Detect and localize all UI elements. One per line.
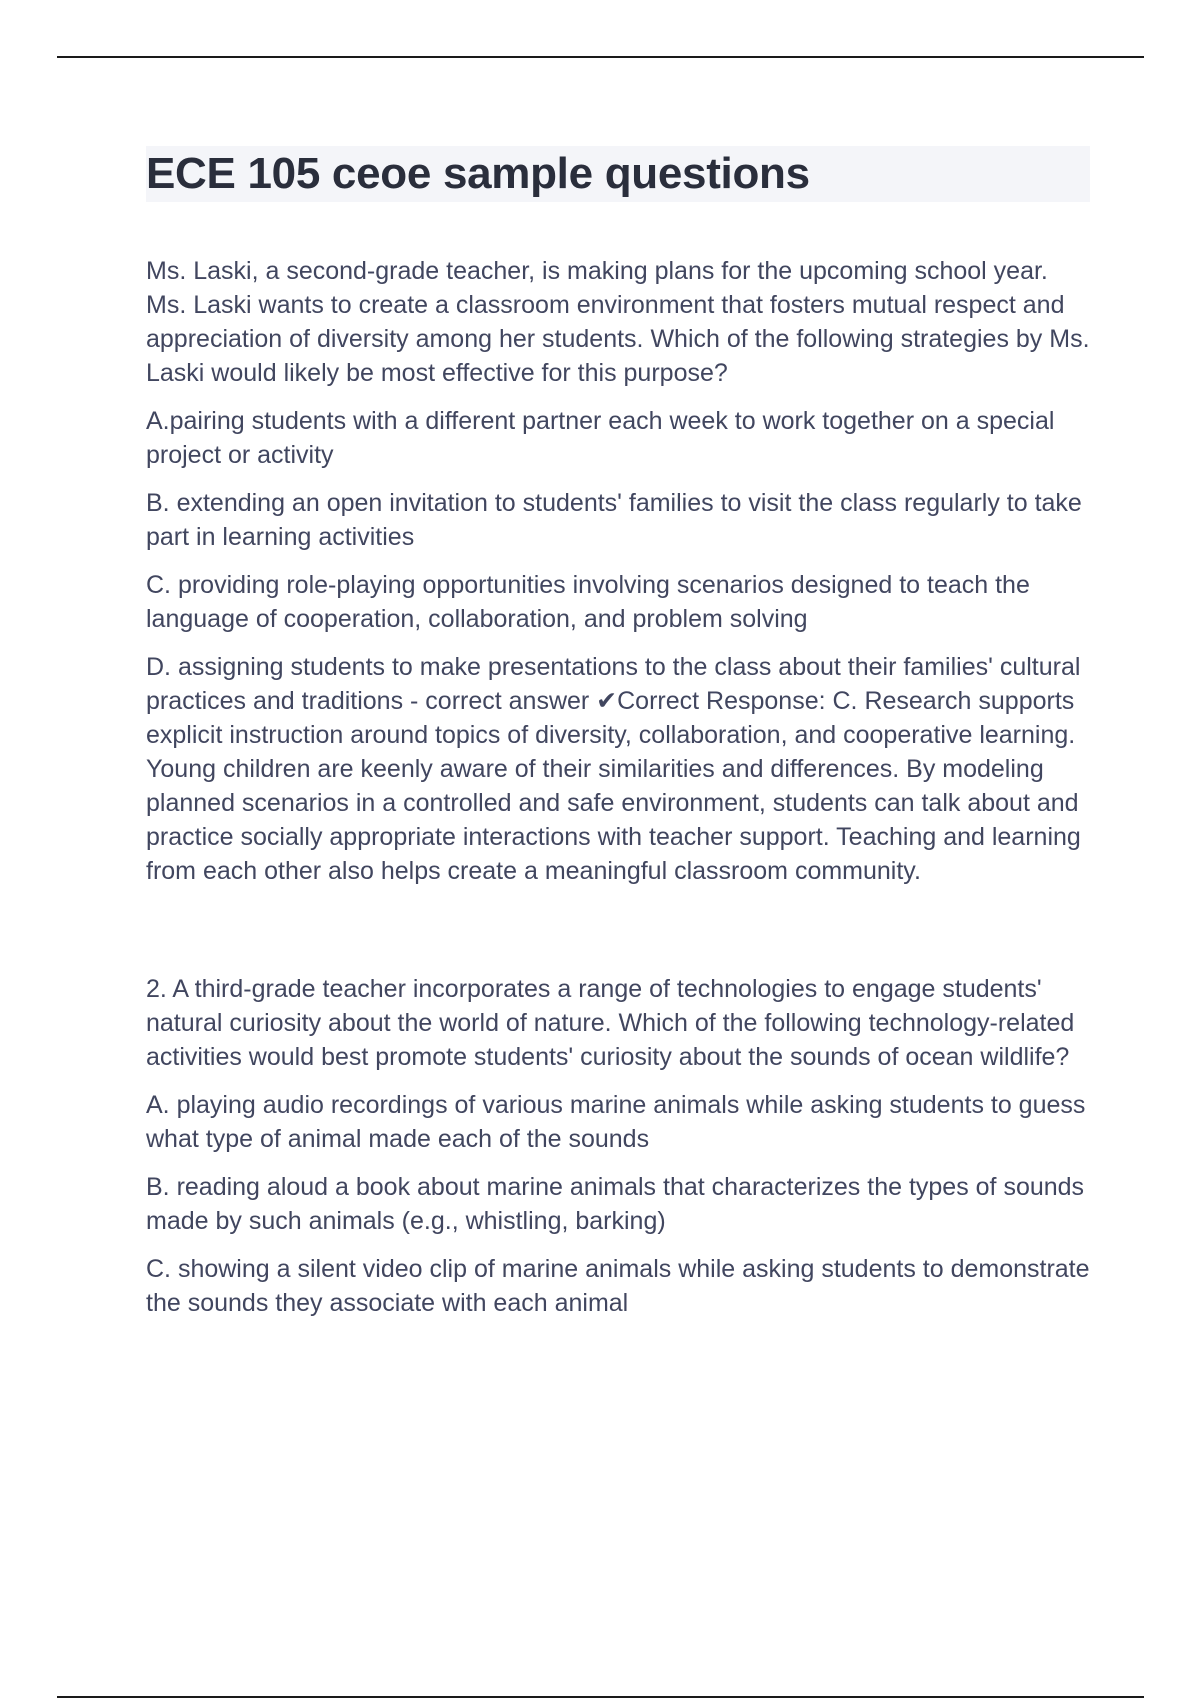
document-body (146, 146, 1090, 1334)
question-2-stem: 2. A third-grade teacher incorporates a range of technologies to engage students' natural curiosity about the world of nature. Which of the following technology-related activities would best promote students' curiosity about the sounds of ocean wildlife? (146, 975, 1075, 1071)
question-2-option-c: C. showing a silent video clip of marine animals while asking students to demonstrate the sounds they associate with each animal (146, 1255, 1090, 1317)
question-2-option-a: A. playing audio recordings of various marine animals while asking students to guess what type of animal made each of the sounds (146, 1091, 1086, 1153)
question-1-option-d-with-answer: D. assigning students to make presentations to the class about their families' cultural practices and traditions - correct answer ✔Correct Response: C. Research supports explicit instruction around topics of diversity, collaboration, and cooperative learning. Young children are keenly aware of their similarities and differences. By modeling planned scenarios in a controlled and safe environment, students can talk about and practice socially appropriate interactions with teacher support. Teaching and learning from each other also helps create a meaningful classroom community. (146, 653, 1081, 885)
question-1 (146, 254, 1090, 888)
document-title: ECE 105 ceoe sample questions (146, 149, 810, 198)
section-spacer (146, 902, 1090, 972)
title-band (146, 146, 1090, 202)
question-2-option-b: B. reading aloud a book about marine animals that characterizes the types of sounds made by such animals (e.g., whistling, barking) (146, 1173, 1085, 1235)
question-1-option-c: C. providing role-playing opportunities involving scenarios designed to teach the language of cooperation, collaboration, and problem solving (146, 571, 1030, 633)
top-rule (57, 56, 1144, 58)
question-1-stem: Ms. Laski, a second-grade teacher, is making plans for the upcoming school year. Ms. Laski wants to create a classroom environment that fosters mutual respect and appreciation of diversity among her students. Which of the following strategies by Ms. Laski would likely be most effective for this purpose? (146, 257, 1090, 387)
question-1-option-b: B. extending an open invitation to students' families to visit the class regularly to take part in learning activities (146, 489, 1082, 551)
question-2 (146, 972, 1090, 1320)
bottom-rule (57, 1696, 1144, 1698)
question-1-option-a: A.pairing students with a different partner each week to work together on a special project or activity (146, 407, 1055, 469)
